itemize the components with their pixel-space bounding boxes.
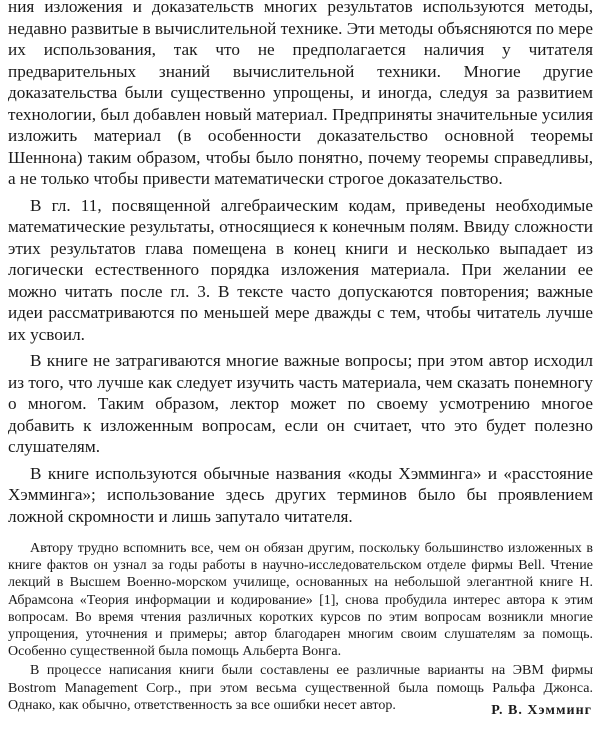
paragraph-terminology: В книге используются обычные названия «коды Хэмминга» и «расстояние Хэмминга»; использование здесь других терминов было бы проявлением ложной скромности и лишь запутало читателя. [8,463,593,526]
acknowledgements [8,540,593,714]
paragraph-methods: ния изложения и доказательств многих результатов используются методы, недавно развитые в вычислительной технике. Эти методы объясняются по мере их использования, так что не предполагается наличия у читателя предварительных знаний вычислительной техники. Многие другие доказательства были существенно упрощены, и иногда, следуя за развитием технологии, был добавлен новый материал. Предприняты значительные усилия изложить материал (в особенности доказательство основной теоремы Шеннона) таким образом, чтобы было понятно, почему теоремы справедливы, а не только чтобы привести математически строгое доказательство. [8,0,593,188]
paragraph-scope: В книге не затрагиваются многие важные вопросы; при этом автор исходил из того, что лучше как следует изучить часть материала, чем сказать понемногу о многом. Таким образом, лектор может по своему усмотрению многое добавить к изложенным вопросам, если он считает, что это будет полезно слушателям. [8,351,593,456]
main-text [8,0,593,527]
author-signature: Р. В. Хэмминг [491,703,592,718]
acknowledgement-paragraph: В процессе написания книги были составлены ее различные варианты на ЭВМ фирмы Bostrom Management Corp., при этом весьма существенной была помощь Ральфа Джонса. Однако, как обычно, ответственность за все ошибки несет автор. [8,663,593,713]
acknowledgement-paragraph: Автору трудно вспомнить все, чем он обязан другим, поскольку большинство изложенных в книге фактов он узнал за годы работы в научно-исследовательском отделе фирмы Bell. Чтение лекций в Высшем Военно-морском училище, основанных на небольшой элегантной книге Н. Абрамсона «Теория информации и кодирование» [1], снова пробудила интерес автора к этим вопросам. Во время чтения различных коротких курсов по этим вопросам возникли многие упрощения, уточнения и примеры; автор благодарен многим своим слушателям за помощь. Особенно существенной была помощь Альберта Вонга. [8,541,593,660]
paragraph-algebraic-codes: В гл. 11, посвященной алгебраическим кодам, приведены необходимые математические результаты, относящиеся к конечным полям. Ввиду сложности этих результатов глава помещена в конец книги и несколько выпадает из логически естественного порядка изложения материала. При желании ее можно читать после гл. 3. В тексте часто допускаются повторения; важные идеи рассматриваются по меньшей мере дважды с тем, чтобы читатель лучше их усвоил. [8,195,593,344]
